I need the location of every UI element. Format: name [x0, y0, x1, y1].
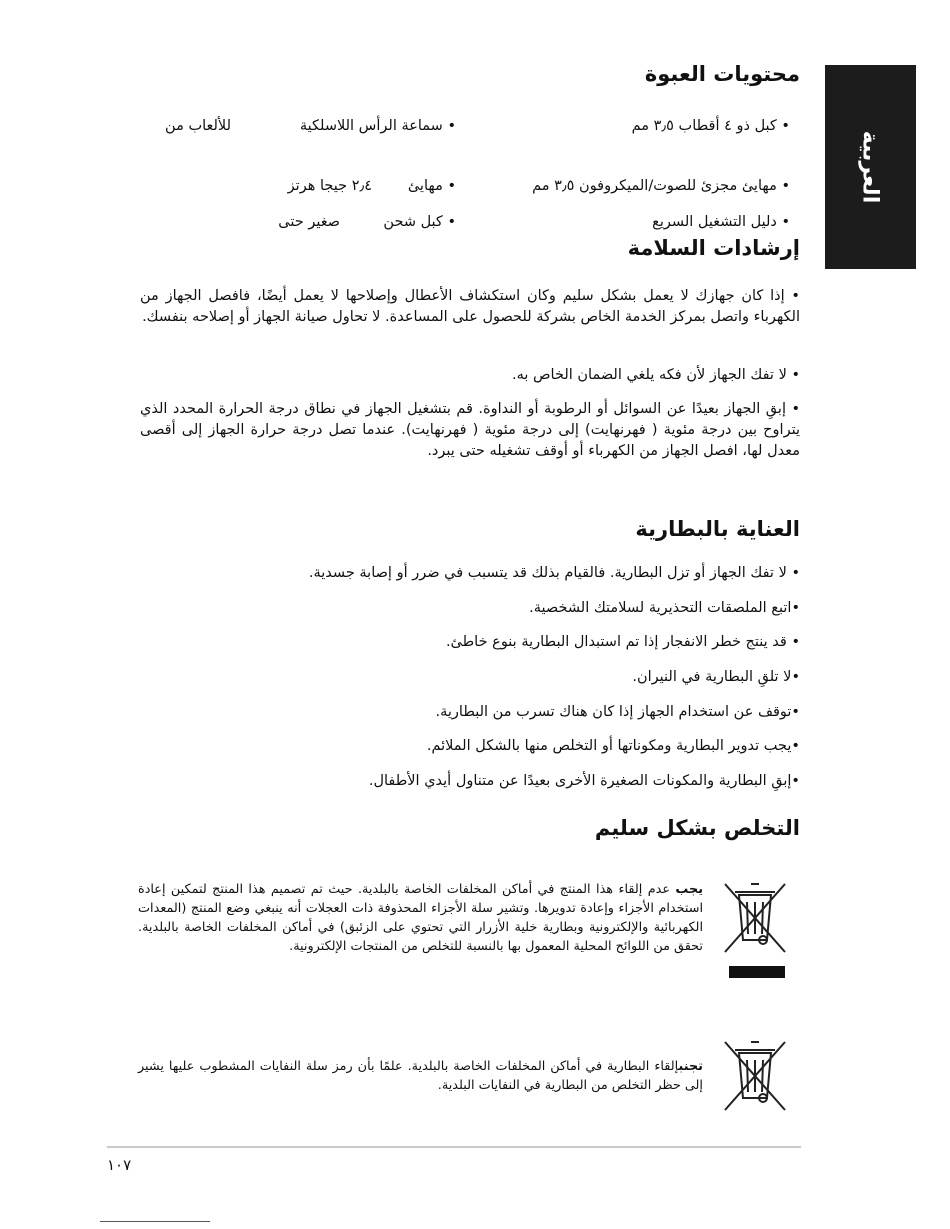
disposal-text: إلقاء البطارية في أماكن المخلفات الخاصة بالبلدية. علمًا بأن رمز سلة النفايات المشطوب عليها يشير إلى حظر التخلص من البطارية في النفايات البلدية. — [138, 1059, 703, 1093]
battery-item: •توقف عن استخدام الجهاز إذا كان هناك تسرب من البطارية. — [435, 704, 800, 720]
language-tab — [825, 65, 916, 269]
safety-paragraph: • إذا كان جهازك لا يعمل بشكل سليم وكان استكشاف الأعطال وإصلاحها لا يعمل أيضًا، فافصل الجهاز من الكهرباء واتصل بمركز الخدمة الخاص بشركة للحصول على المساعدة. لا تحاول صيانة الجهاز أو إصلاحه بنفسك. — [140, 288, 800, 325]
battery-heading: العناية بالبطارية — [635, 517, 800, 541]
contents-item: • كبل ذو ٤ أقطاب ٣٫٥ مم — [631, 118, 790, 134]
contents-heading: محتويات العبوة — [644, 62, 800, 86]
contents-item: • كبل شحن — [383, 214, 456, 230]
contents-item: • سماعة الرأس اللاسلكية — [299, 118, 456, 134]
contents-item: ٢٫٤ جيجا هرتز — [287, 178, 372, 194]
safety-paragraph: • لا تفك الجهاز لأن فكه يلغي الضمان الخاص به. — [512, 367, 800, 383]
battery-item: •اتبع الملصقات التحذيرية لسلامتك الشخصية. — [529, 600, 800, 616]
battery-item: • قد ينتج خطر الانفجار إذا تم استبدال البطارية بنوع خاطئ. — [445, 634, 800, 650]
disposal-paragraph — [138, 880, 703, 956]
crossed-out-wheelie-bin-icon — [721, 880, 789, 982]
page-number: ١٠٧ — [107, 1156, 132, 1174]
contents-item: • دليل التشغيل السريع — [652, 214, 790, 230]
disposal-emphasis: تجنب — [678, 1059, 703, 1074]
disposal-heading: التخلص بشكل سليم — [594, 816, 800, 840]
disposal-text: عدم إلقاء هذا المنتج في أماكن المخلفات الخاصة بالبلدية. حيث تم تصميم هذا المنتج لتمكين إعادة استخدام الأجزاء وإعادة تدويرها. وتشير سلة الأجزاء المحذوفة ذات العجلات أنه ينبغي وضع المنتج (المعدات الكهربائية والإلكترونية وبطارية خلية الأزرار التي تحتوي على الزئبق) في أماكن المخلفات الخاصة بالبلدية. تحقق من اللوائح المحلية المعمول بها بالنسبة للتخلص من المنتجات الإلكترونية. — [138, 882, 703, 954]
contents-item: • مهايئ — [407, 178, 456, 194]
battery-item: •لا تلقِ البطارية في النيران. — [632, 669, 800, 685]
disposal-paragraph — [138, 1057, 703, 1095]
contents-item: للألعاب من — [165, 118, 231, 134]
disposal-emphasis: يجب — [675, 882, 703, 897]
battery-item: •إبقِ البطارية والمكونات الصغيرة الأخرى بعيدًا عن متناول أيدي الأطفال. — [368, 773, 800, 789]
bottom-rule — [100, 1221, 210, 1222]
footer-divider — [107, 1146, 801, 1148]
contents-item: صغير حتى — [278, 214, 340, 230]
language-tab-label: العربية — [857, 130, 883, 204]
contents-item: • مهايئ مجزئ للصوت/الميكروفون ٣٫٥ مم — [532, 178, 790, 194]
safety-heading: إرشادات السلامة — [627, 236, 800, 260]
battery-item: • لا تفك الجهاز أو تزل البطارية. فالقيام بذلك قد يتسبب في ضرر أو إصابة جسدية. — [308, 565, 800, 581]
battery-item: •يجب تدوير البطارية ومكوناتها أو التخلص منها بالشكل الملائم. — [426, 738, 800, 754]
safety-paragraph: • إبقِ الجهاز بعيدًا عن السوائل أو الرطوبة أو النداوة. قم بتشغيل الجهاز في نطاق درجة الحرارة المحدد الذي يتراوح بين درجة مئوية ( فهرنهايت) إلى درجة مئوية ( فهرنهايت). عندما تصل درجة حرارة الجهاز إلى أقصى معدل لها، افصل الجهاز من الكهرباء أو أوقف تشغيله حتى يبرد. — [140, 401, 800, 459]
crossed-out-battery-bin-icon — [721, 1038, 789, 1114]
